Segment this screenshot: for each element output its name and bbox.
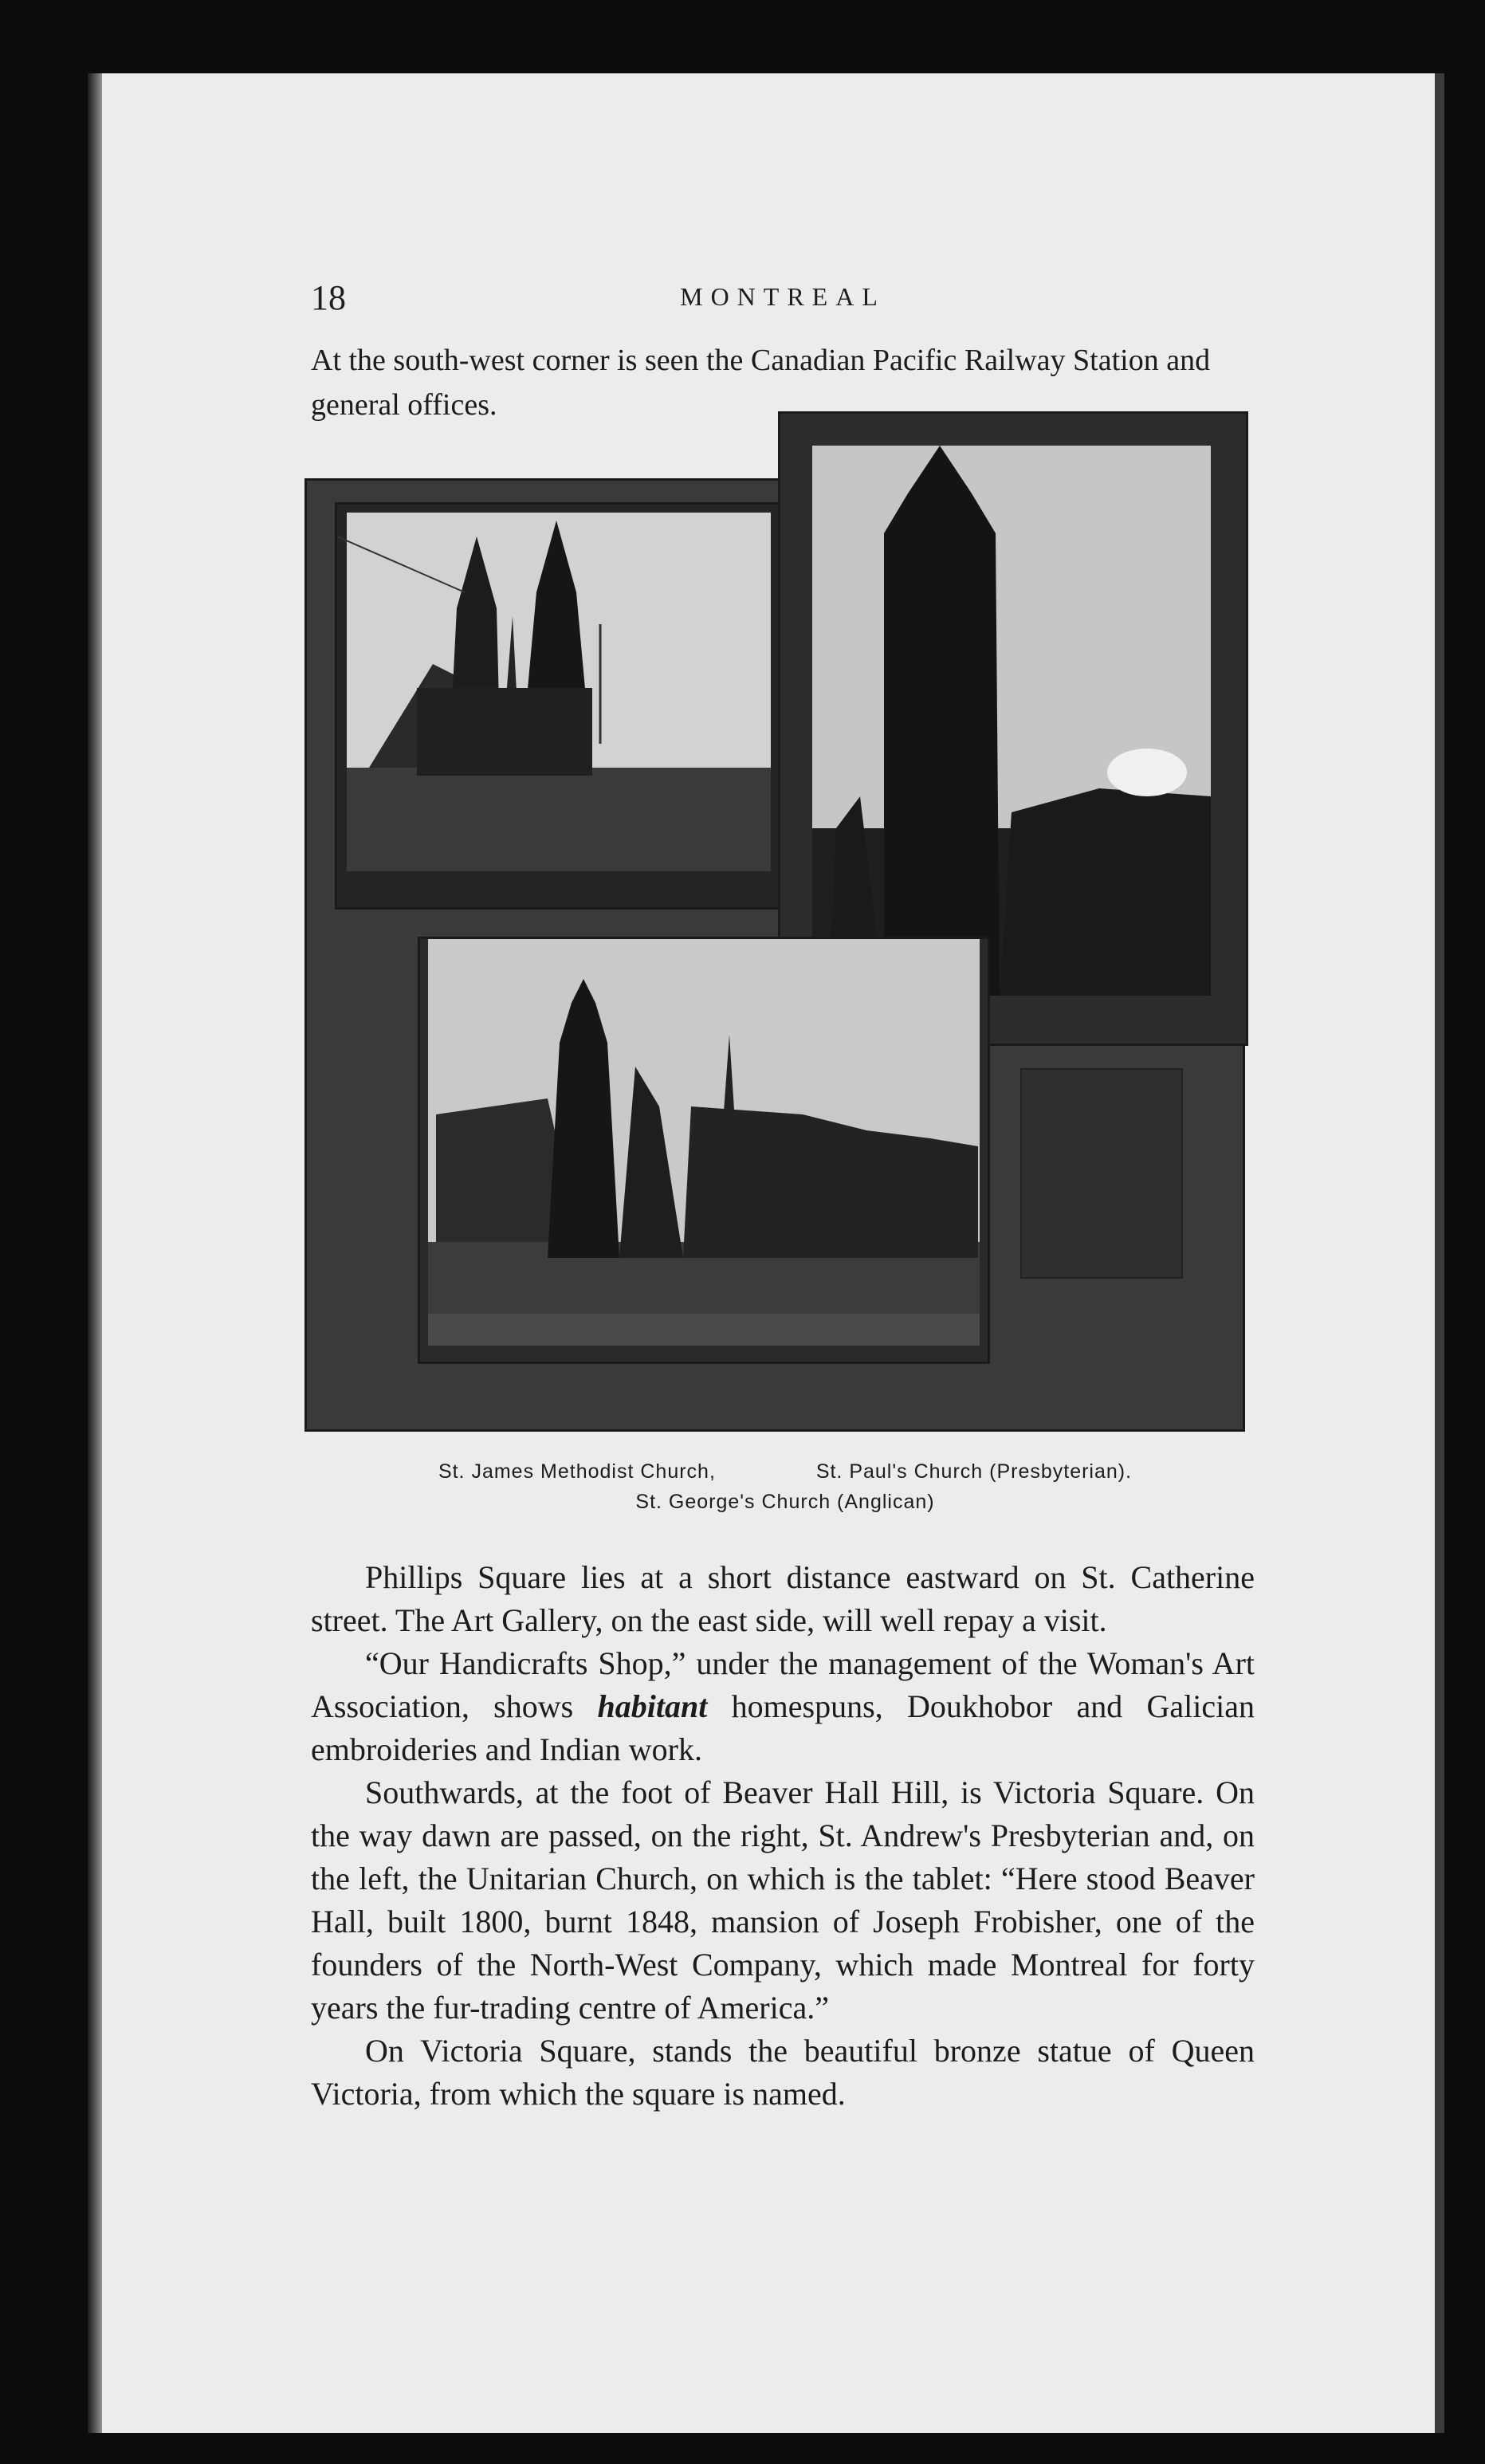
st-james-methodist-image [337,505,780,907]
handicrafts-text-start: “Our Handicrafts Shop,” under the management of the Woman's Art Association, shows [311,1645,1255,1724]
caption-st-georges: St. George's Church (Anglican) [635,1491,935,1513]
photo-st-georges-anglican [418,937,990,1364]
intro-paragraph: At the south-west corner is seen the Canadian Pacific Railway Station and general offices. [311,344,1211,422]
paragraph-queen-victoria-statue: On Victoria Square, stands the beautiful bronze statue of Queen Victoria, from which the square is named. [311,2033,1255,2112]
st-georges-anglican-image [420,939,988,1362]
caption-st-pauls: St. Paul's Church (Presbyterian). [815,1460,1133,1483]
italic-term-habitant: habitant [597,1688,708,1724]
caption-st-james: St. James Methodist Church, [438,1460,716,1483]
paragraph-handicrafts-shop [311,1642,1255,1771]
running-head [311,277,1255,317]
photo-side-detail [1020,1068,1183,1279]
handicrafts-text-end: homespuns, Doukhobor and Galician embroideries and Indian work. [311,1688,1255,1767]
facing-page-edge [1435,73,1444,2433]
paragraph-victoria-square-south: Southwards, at the foot of Beaver Hall Hill, is Victoria Square. On the way dawn are passed, on the right, St. Andrew's Presbyterian and, on the left, the Unitarian Church, on which is the tablet: “Here stood Beaver Hall, built 1800, burnt 1848, mansion of Joseph Frobisher, one of the founders of the North-West Company, which made Montreal for forty years the fur-trading centre of America.” [311,1774,1255,2026]
body-text [311,1556,1255,2116]
page-number: 18 [311,278,346,317]
paragraph-phillips-square: Phillips Square lies at a short distance eastward on St. Catherine street. The Art Gallery, on the east side, will well repay a visit. [311,1559,1255,1638]
figure-caption-top [311,1460,1259,1484]
running-title: MONTREAL [680,282,886,311]
photo-st-james-methodist [335,502,783,910]
